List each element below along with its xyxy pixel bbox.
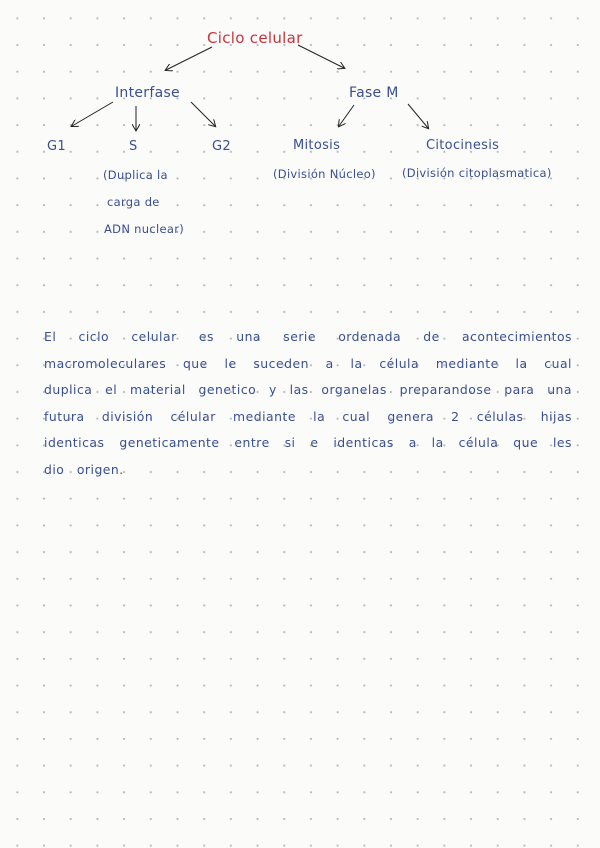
s-label: S: [129, 139, 138, 154]
citocinesis-note: (División citoplasmatica): [402, 166, 552, 180]
arrow-fasem-mitosis: [339, 105, 354, 126]
arrow-fasem-citocinesis: [408, 104, 428, 128]
cycle-title: Ciclo celular: [207, 29, 303, 47]
g2-label: G2: [212, 139, 231, 154]
interfase-label: Interfase: [115, 85, 180, 101]
g1-label: G1: [47, 139, 66, 154]
arrow-interfase-g2: [191, 102, 215, 126]
mitosis-label: Mitosis: [293, 138, 341, 153]
citocinesis-label: Citocinesis: [426, 138, 500, 153]
mitosis-note: (División Núcleo): [273, 167, 376, 181]
fase-m-label: Fase M: [349, 85, 399, 101]
cell-cycle-definition: El ciclo celular es una serie ordenada de acontecimientos macromoleculares que le suceden a la célula mediante la cual duplica el material genetico y las organelas preparandose para una futura división célular mediante la cual genera 2 células hijas identicas geneticamente entre si e identicas a la célula que les dio origen.: [44, 329, 572, 477]
s-note-line-3: ADN nuclear): [104, 222, 185, 236]
arrow-root-interfase: [166, 47, 212, 70]
s-note-line-2: carga de: [107, 195, 160, 209]
arrow-interfase-g1: [72, 102, 113, 126]
arrow-root-fasem: [298, 45, 344, 68]
s-note-line-1: (Duplica la: [103, 168, 168, 182]
